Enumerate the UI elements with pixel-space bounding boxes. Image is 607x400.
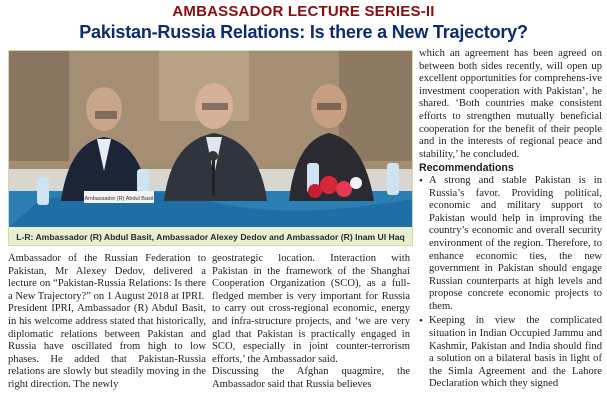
paragraph: geostrategic location. Interaction with Pakistan in the framework of the Shanghai Cooperation Organization (SCO), as a full-fledged member is very important for Russia to carry out cross-regional economic, energy and infra-structure projects, and ‘we are very glad that Pakistan is practically engaged in SCO, especially in joint counter-terrorism efforts,’ the Ambassador said. [212,253,410,365]
text-column-2 [212,253,410,392]
paragraph: which an agreement has been agreed on between both sides recently, will open up excellent opportunities for comprehens-ive investment cooperation with Pakistan’, he shared. ‘Both countries make consistent efforts to strengthen mutually beneficial cooperation for the benefit of their people and in the interests of regional peace and stability,’ he concluded. [419,48,602,160]
nameplate-text: Ambassador (R) Abdul Basit [84,196,154,202]
event-photo [9,51,412,227]
recommendations-heading: Recommendations [419,162,514,175]
paragraph: Discussing the Afghan quagmire, the Ambassador said that Russia believes [212,366,410,390]
photo-frame [8,50,413,246]
text-column-3 [419,48,602,393]
paragraph: Ambassador of the Russian Federation to Pakistan, Mr Alexey Dedov, delivered a lecture on “Pakistan-Russia Relations: Is there a New Trajectory?” on 1 August 2018 at IPRI. [8,253,206,302]
article-title: Pakistan-Russia Relations: Is there a New Trajectory? [79,22,528,42]
list-item: • Keeping in view the complicated situation in Indian Occupied Jammu and Kashmir, Pakistan and India should find a solution on a bilateral basis in light of the Simla Agreement and the Lahore Declaration which they signed [419,315,602,391]
recommendations-list [419,175,602,391]
text-column-1 [8,253,206,392]
series-title: AMBASSADOR LECTURE SERIES-II [172,3,435,20]
list-item: • A strong and stable Pakistan is in Russia’s favor. Providing political, economic and military support to Pakistan would help in improving the country’s economic and overall security environment of the region. Therefore, to enhance economic ties, the new government in Pakistan should engage Russian counterparts at high levels and propose concrete economic projects to them. [419,175,602,314]
event-photo-illustration [9,51,412,227]
photo-caption: L-R: Ambassador (R) Abdul Basit, Ambassador Alexey Dedov and Ambassador (R) Inam Ul Haq [16,232,405,242]
paragraph: President IPRI, Ambassador (R) Abdul Basit, in his welcome address stated that historically, diplomatic relations between Pakistan and Russia have oscillated from high to low phases. He added that Pakistan-Russia relations are slowly but steadily moving in the right direction. The newly [8,303,206,390]
